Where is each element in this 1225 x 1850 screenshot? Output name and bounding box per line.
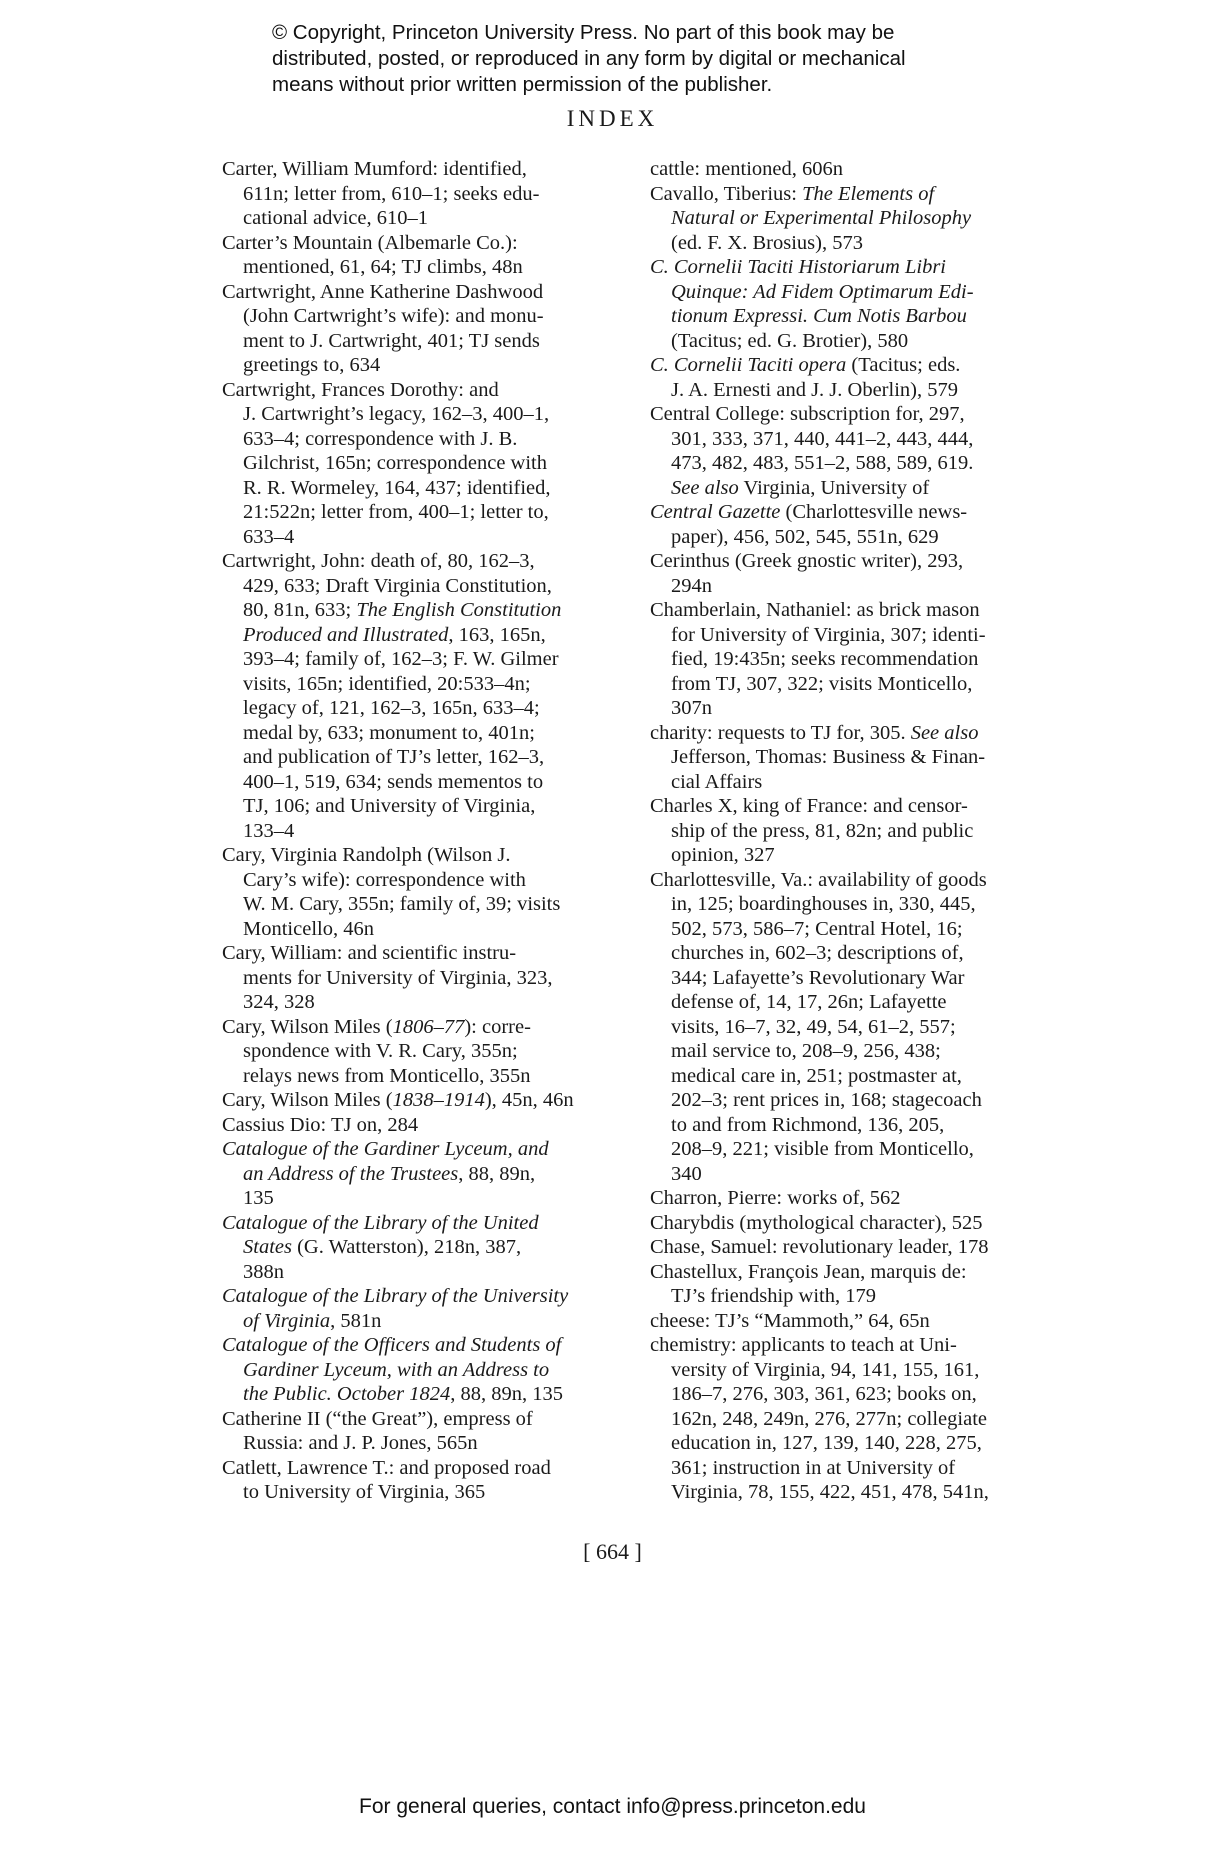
index-line: ment to J. Cartwright, 401; TJ sends <box>243 329 540 352</box>
index-line <box>650 476 1050 501</box>
index-line: Charles X, king of France: and censor- <box>650 795 968 817</box>
index-see-also: See also <box>671 476 739 499</box>
index-line: 393–4; family of, 162–3; F. W. Gilmer <box>243 648 559 670</box>
index-line: Gilchrist, 165n; correspondence with <box>243 452 548 474</box>
index-line <box>650 182 1050 207</box>
index-line: mentioned, 61, 64; TJ climbs, 48n <box>243 256 523 278</box>
index-title-italic: C. Cornelii Taciti opera <box>650 354 847 376</box>
index-line: paper), 456, 502, 545, 551n, 629 <box>671 525 939 548</box>
index-line: Russia: and J. P. Jones, 565n <box>243 1432 478 1454</box>
index-line <box>222 1235 642 1260</box>
index-line: 21:522n; letter from, 400–1; letter to, <box>243 501 549 523</box>
index-line: 324, 328 <box>243 991 315 1013</box>
index-line: Catalogue of the Library of the University <box>222 1285 569 1307</box>
index-dates-italic: 1806–77 <box>392 1015 465 1038</box>
index-line <box>650 721 1050 746</box>
index-line: (ed. F. X. Brosius), 573 <box>671 231 863 254</box>
index-text: Cary, Wilson Miles ( <box>222 1015 393 1038</box>
index-line: J. Cartwright’s legacy, 162–3, 400–1, <box>243 403 550 425</box>
index-title-italic: States <box>243 1236 292 1258</box>
index-line <box>650 353 1050 378</box>
index-line: Chase, Samuel: revolutionary leader, 178 <box>650 1236 989 1258</box>
index-text: , 163, 165n, <box>448 623 546 646</box>
index-dates-italic: 1838–1914 <box>392 1089 485 1111</box>
index-line <box>222 623 642 648</box>
index-line: Cartwright, Anne Katherine Dashwood <box>222 280 544 303</box>
index-title-italic: The English Constitution <box>356 599 562 621</box>
index-line: to University of Virginia, 365 <box>243 1481 486 1503</box>
index-line: Chastellux, François Jean, marquis de: <box>650 1260 967 1283</box>
index-line: 186–7, 276, 303, 361, 623; books on, <box>671 1383 977 1405</box>
index-line: visits, 165n; identified, 20:533–4n; <box>243 672 531 695</box>
index-line: defense of, 14, 17, 26n; Lafayette <box>671 991 947 1013</box>
index-line: Catalogue of the Officers and Students of <box>222 1334 562 1356</box>
index-title-italic: Produced and Illustrated <box>243 623 449 646</box>
index-line <box>222 1162 642 1187</box>
index-line: cial Affairs <box>671 770 763 793</box>
index-text: ): corre- <box>464 1015 531 1038</box>
index-line: 502, 573, 586–7; Central Hotel, 16; <box>671 917 963 940</box>
index-line: 208–9, 221; visible from Monticello, <box>671 1138 974 1160</box>
index-line <box>222 1015 642 1040</box>
index-line: 307n <box>671 697 712 719</box>
index-line <box>222 598 642 623</box>
index-text: 80, 81n, 633; <box>243 599 357 621</box>
index-text: (Charlottesville news- <box>780 501 968 523</box>
index-title-italic: Central Gazette <box>650 501 781 523</box>
index-line: 135 <box>243 1187 274 1209</box>
index-line: Chamberlain, Nathaniel: as brick mason <box>650 599 980 621</box>
index-column-left <box>222 157 642 1505</box>
index-line: in, 125; boardinghouses in, 330, 445, <box>671 893 976 915</box>
index-line: Natural or Experimental Philosophy <box>671 207 972 229</box>
index-line: Catalogue of the Library of the United <box>222 1211 539 1234</box>
index-text: Cavallo, Tiberius: <box>650 182 803 205</box>
index-line: 400–1, 519, 634; sends mementos to <box>243 770 544 793</box>
index-line: relays news from Monticello, 355n <box>243 1064 531 1087</box>
index-line: Cary’s wife): correspondence with <box>243 868 526 891</box>
index-line: and publication of TJ’s letter, 162–3, <box>243 746 545 768</box>
index-text: , 88, 89n, 135 <box>450 1383 563 1405</box>
index-line: J. A. Ernesti and J. J. Oberlin), 579 <box>671 378 958 401</box>
index-line: cational advice, 610–1 <box>243 207 429 229</box>
index-line: 388n <box>243 1260 284 1283</box>
index-line: Charlottesville, Va.: availability of goods <box>650 868 987 891</box>
index-line: 340 <box>671 1162 702 1185</box>
index-line: medal by, 633; monument to, 401n; <box>243 721 535 744</box>
index-line: versity of Virginia, 94, 141, 155, 161, <box>671 1358 980 1381</box>
index-text: Virginia, University of <box>738 476 930 499</box>
index-line: 162n, 248, 249n, 276, 277n; collegiate <box>671 1407 987 1430</box>
index-line: R. R. Wormeley, 164, 437; identified, <box>243 476 551 499</box>
index-line: Catherine II (“the Great”), empress of <box>222 1407 533 1430</box>
index-line: education in, 127, 139, 140, 228, 275, <box>671 1432 982 1454</box>
index-line: 133–4 <box>243 819 295 842</box>
index-line <box>222 1088 642 1113</box>
page-number: [ 664 ] <box>583 1539 642 1564</box>
index-title-italic: The Elements of <box>802 182 935 205</box>
index-see-also: See also <box>910 721 979 744</box>
index-line: tionum Expressi. Cum Notis Barbou <box>671 305 967 327</box>
index-text: , 88, 89n, <box>458 1162 536 1185</box>
page-heading: INDEX <box>566 106 659 131</box>
index-line: churches in, 602–3; descriptions of, <box>671 942 964 964</box>
index-line: 633–4 <box>243 525 295 548</box>
index-line: (Tacitus; ed. G. Brotier), 580 <box>671 329 909 352</box>
index-line: medical care in, 251; postmaster at, <box>671 1064 962 1087</box>
index-line: cattle: mentioned, 606n <box>650 158 843 180</box>
index-line: Catalogue of the Gardiner Lyceum, and <box>222 1138 549 1160</box>
copyright-line: means without prior written permission of the publisher. <box>272 73 773 96</box>
index-text: , 581n <box>330 1309 382 1332</box>
index-line: Cary, Virginia Randolph (Wilson J. <box>222 844 511 866</box>
index-line: TJ, 106; and University of Virginia, <box>243 795 536 817</box>
index-line: opinion, 327 <box>671 844 775 866</box>
index-line: W. M. Cary, 355n; family of, 39; visits <box>243 893 561 915</box>
index-line: C. Cornelii Taciti Historiarum Libri <box>650 256 946 278</box>
index-text: charity: requests to TJ for, 305. <box>650 721 911 744</box>
index-line: greetings to, 634 <box>243 354 381 376</box>
contact-footer: For general queries, contact info@press.princeton.edu <box>359 1795 866 1818</box>
index-line: cheese: TJ’s “Mammoth,” 64, 65n <box>650 1309 930 1332</box>
index-line: for University of Virginia, 307; identi- <box>671 623 986 646</box>
index-line: Jefferson, Thomas: Business & Finan- <box>671 746 986 768</box>
index-line: (John Cartwright’s wife): and monu- <box>243 305 544 327</box>
index-line: 429, 633; Draft Virginia Constitution, <box>243 574 552 597</box>
index-text: Cary, Wilson Miles ( <box>222 1089 393 1111</box>
index-title-italic: an Address of the Trustees <box>243 1162 459 1185</box>
index-line: 202–3; rent prices in, 168; stagecoach <box>671 1089 982 1111</box>
index-line: visits, 16–7, 32, 49, 54, 61–2, 557; <box>671 1015 956 1038</box>
index-line: ship of the press, 81, 82n; and public <box>671 819 974 842</box>
index-line: 633–4; correspondence with J. B. <box>243 427 518 450</box>
index-line <box>222 1382 642 1407</box>
copyright-line: © Copyright, Princeton University Press. No part of this book may be <box>272 21 895 44</box>
index-line: Carter, William Mumford: identified, <box>222 158 527 180</box>
index-text: (G. Watterston), 218n, 387, <box>291 1236 522 1258</box>
index-line: Cartwright, Frances Dorothy: and <box>222 378 499 401</box>
index-text: (Tacitus; eds. <box>846 354 961 376</box>
index-line <box>650 500 1050 525</box>
index-title-italic: the Public. October 1824 <box>243 1383 451 1405</box>
index-text: ), 45n, 46n <box>484 1089 574 1111</box>
index-line: Quinque: Ad Fidem Optimarum Edi- <box>671 280 974 303</box>
index-line: legacy of, 121, 162–3, 165n, 633–4; <box>243 697 540 719</box>
index-line: 473, 482, 483, 551–2, 588, 589, 619. <box>671 452 974 474</box>
index-line: Carter’s Mountain (Albemarle Co.): <box>222 231 518 254</box>
index-line: Cary, William: and scientific instru- <box>222 942 517 964</box>
index-line: spondence with V. R. Cary, 355n; <box>243 1040 518 1062</box>
index-line: Catlett, Lawrence T.: and proposed road <box>222 1456 551 1479</box>
index-line: Cerinthus (Greek gnostic writer), 293, <box>650 550 964 572</box>
index-line: Central College: subscription for, 297, <box>650 403 965 425</box>
index-line: Charron, Pierre: works of, 562 <box>650 1187 901 1209</box>
index-line: Virginia, 78, 155, 422, 451, 478, 541n, <box>671 1481 989 1503</box>
index-line: 361; instruction in at University of <box>671 1456 956 1479</box>
index-line: 344; Lafayette’s Revolutionary War <box>671 966 965 989</box>
index-line: TJ’s friendship with, 179 <box>671 1285 876 1307</box>
index-line: Cassius Dio: TJ on, 284 <box>222 1113 419 1136</box>
index-line: 294n <box>671 574 712 597</box>
index-line <box>222 1309 642 1334</box>
index-line: chemistry: applicants to teach at Uni- <box>650 1334 957 1356</box>
index-title-italic: of Virginia <box>243 1309 331 1332</box>
index-line: mail service to, 208–9, 256, 438; <box>671 1040 941 1062</box>
index-line: from TJ, 307, 322; visits Monticello, <box>671 672 973 695</box>
index-line: Gardiner Lyceum, with an Address to <box>243 1358 550 1381</box>
index-line: Monticello, 46n <box>243 917 374 940</box>
copyright-notice <box>272 20 1012 98</box>
copyright-line: distributed, posted, or reproduced in any form by digital or mechanical <box>272 47 906 70</box>
index-line: 301, 333, 371, 440, 441–2, 443, 444, <box>671 427 974 450</box>
index-line: Cartwright, John: death of, 80, 162–3, <box>222 550 535 572</box>
index-column-right <box>650 157 1050 1505</box>
index-line: 611n; letter from, 610–1; seeks edu- <box>243 182 540 205</box>
index-line: Charybdis (mythological character), 525 <box>650 1211 983 1234</box>
index-line: ments for University of Virginia, 323, <box>243 966 553 989</box>
index-line: fied, 19:435n; seeks recommendation <box>671 648 979 670</box>
index-line: to and from Richmond, 136, 205, <box>671 1113 945 1136</box>
